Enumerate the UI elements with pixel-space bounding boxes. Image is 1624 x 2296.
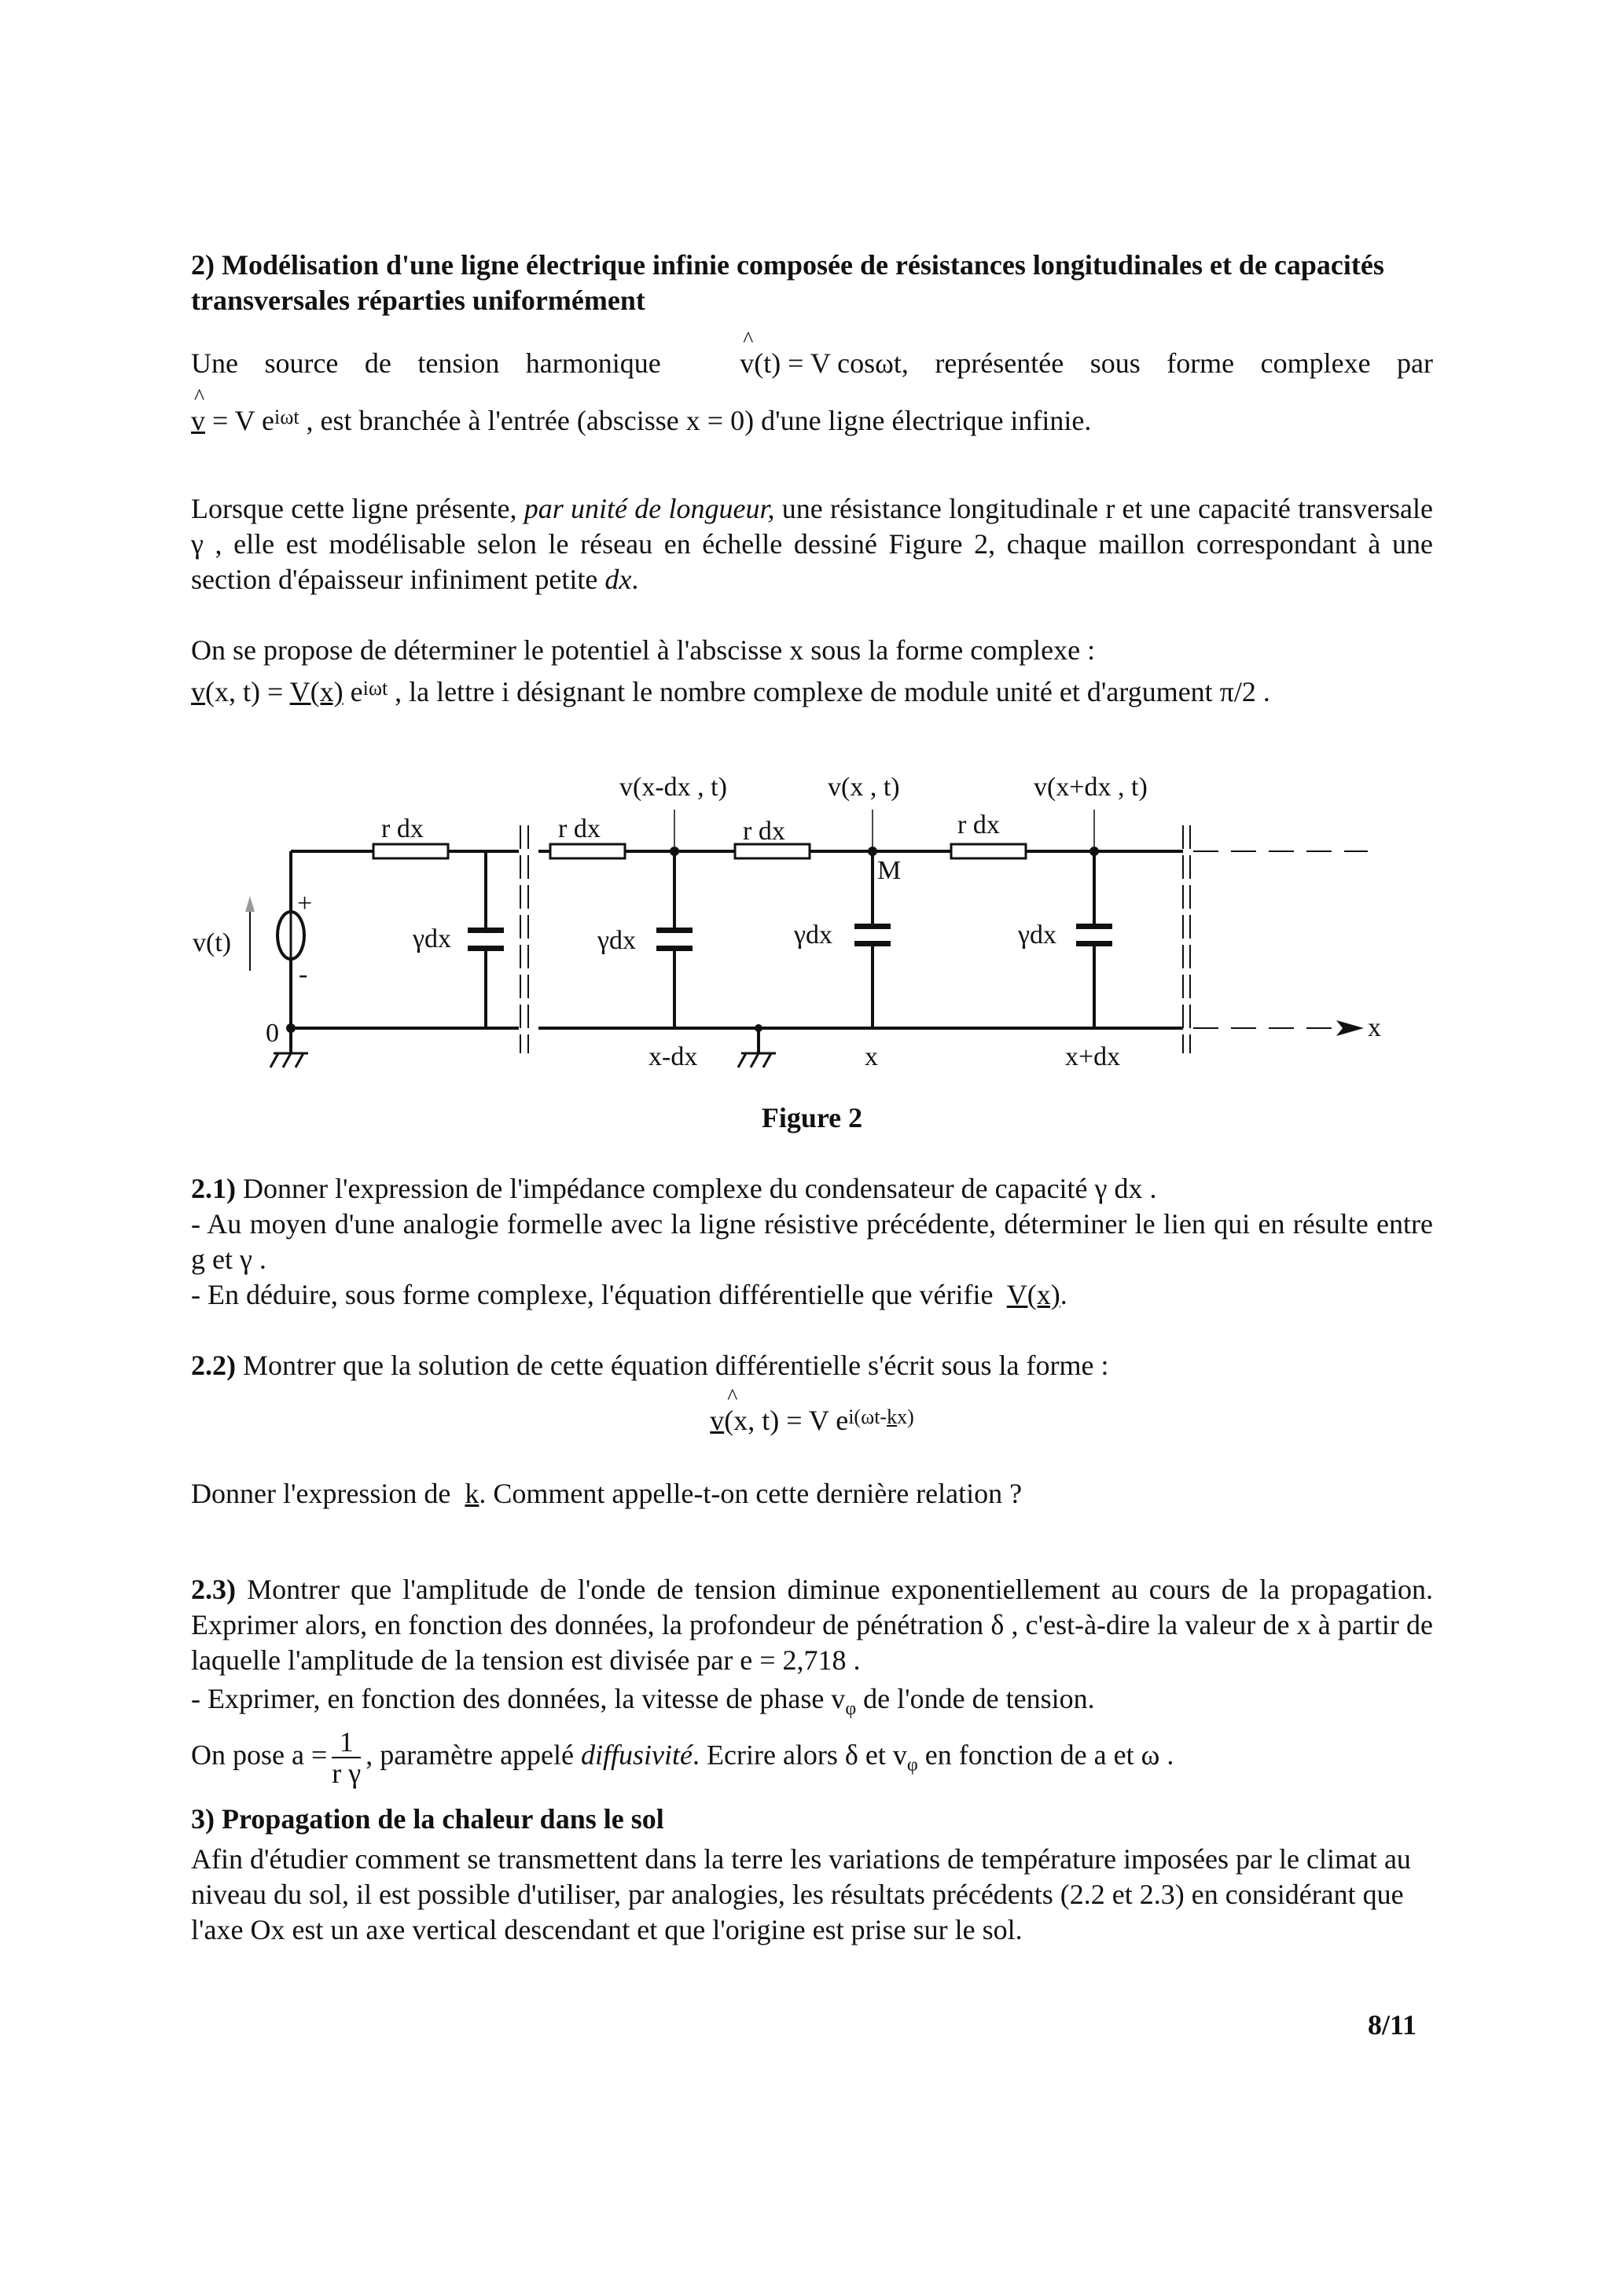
svg-text:r dx: r dx	[957, 810, 1000, 839]
ground-icon	[270, 1053, 776, 1067]
question-2-2: 2.2) Montrer que la solution de cette équation différentielle s'écrit sous la forme : v^ (x, t) = V $e^{i(\omega t-kx)}$ Donner l'expression de k. Comment appelle-t-on cette dernière relation ?	[191, 1348, 1433, 1512]
resistor	[373, 844, 448, 858]
paragraph-line-model: Lorsque cette ligne présente, par unité de longueur, une résistance longitudinale r et une capacité transversale γ , elle est modélisable selon le réseau en échelle dessiné Figure 2, chaque maillon correspondant à une section d'épaisseur infiniment petite dx.	[191, 493, 1434, 595]
equation-complex-v: ^ v = V $e^{i\omega t}$	[191, 403, 299, 441]
equation-vt: ^ v(t) = V cosωt	[740, 346, 902, 381]
svg-text:x: x	[1368, 1013, 1381, 1042]
svg-text:0: 0	[266, 1019, 279, 1048]
svg-text:-: -	[299, 960, 308, 989]
section-3-body: Afin d'étudier comment se transmettent dans la terre les variations de température imposées par le climat au niveau du sol, il est possible d'utiliser, par analogies, les résultats précédents (2.2 et 2.3) en considérant que l'axe Ox est un axe vertical descendant et que l'origine est prise sur le sol.	[191, 1843, 1411, 1945]
svg-text:r dx: r dx	[743, 817, 785, 846]
svg-text:M: M	[877, 856, 902, 885]
svg-text:r dx: r dx	[558, 814, 601, 843]
axis-arrow-icon	[1336, 1020, 1364, 1036]
resistor	[951, 844, 1026, 858]
svg-text:v(x , t): v(x , t)	[828, 773, 900, 802]
svg-text:γdx: γdx	[794, 920, 833, 950]
paragraph-source: Une source de tension harmonique ^ v(t) = V cosωt, représentée sous forme complexe par ^ v = V $e^{i\omega t}$ , est branchée à l'entrée (abscisse x = 0) d'une ligne électrique infinie.	[191, 346, 1433, 441]
paragraph-potential: On se propose de déterminer le potentiel à l'abscisse x sous la forme complexe : v(x, t) = V(x) $e^{i\omega t}$ , la lettre i désignant le nombre complexe de module unité et d'argument π/2 .	[191, 634, 1270, 707]
svg-text:+: +	[297, 889, 313, 918]
resistor	[735, 844, 810, 858]
fraction-diffusivity: $\frac{1}{\text{r γ}}$	[332, 1726, 362, 1790]
svg-text:r dx: r dx	[381, 814, 424, 843]
svg-text:γdx: γdx	[597, 926, 637, 955]
section-3	[191, 1802, 1433, 1948]
figure-caption: Figure 2	[761, 1102, 863, 1133]
svg-text:γdx: γdx	[1018, 920, 1057, 950]
section-3-heading: 3) Propagation de la chaleur dans le sol	[191, 1803, 664, 1835]
figure-2-ladder-circuit	[0, 0, 1624, 1116]
svg-text:x-dx: x-dx	[648, 1042, 698, 1071]
svg-text:x: x	[865, 1042, 878, 1071]
svg-text:v(x-dx , t): v(x-dx , t)	[619, 773, 727, 802]
svg-text:v(t): v(t)	[193, 928, 232, 957]
equation-solution: v^ (x, t) = V $e^{i(\omega t-kx)}$	[191, 1403, 1433, 1441]
svg-text:x+dx: x+dx	[1065, 1042, 1121, 1071]
page-number: 8/11	[1368, 2009, 1417, 2041]
section-2-heading: 2) Modélisation d'une ligne électrique infinie composée de résistances longitudinales et de capacités transversales réparties uniformément	[191, 249, 1384, 316]
question-2-1: 2.1) Donner l'expression de l'impédance complexe du condensateur de capacité γ dx . - Au moyen d'une analogie formelle avec la ligne résistive précédente, déterminer le lien qui en résulte entre g et γ . - En déduire, sous forme complexe, l'équation différentielle que vérifie V(x).	[191, 1173, 1433, 1310]
svg-text:v(x+dx , t): v(x+dx , t)	[1034, 773, 1148, 802]
svg-text:γdx: γdx	[413, 924, 452, 953]
resistor	[550, 844, 625, 858]
question-2-3: 2.3) Montrer que l'amplitude de l'onde de tension diminue exponentiellement au cours de la propagation. Exprimer alors, en fonction des données, la profondeur de pénétration δ , c'est-à-dire la valeur de x à partir de laquelle l'amplitude de la tension est divisée par e = 2,718 . - Exprimer, en fonction des données, la vitesse de phase $v_\varphi$ de l'onde de tension. On pose a = $\frac{1}{\text{r γ}}$ , paramètre appelé diffusivité. Ecrire alors δ et $v_\varphi$ en fonction de a et ω .	[191, 1574, 1433, 1790]
